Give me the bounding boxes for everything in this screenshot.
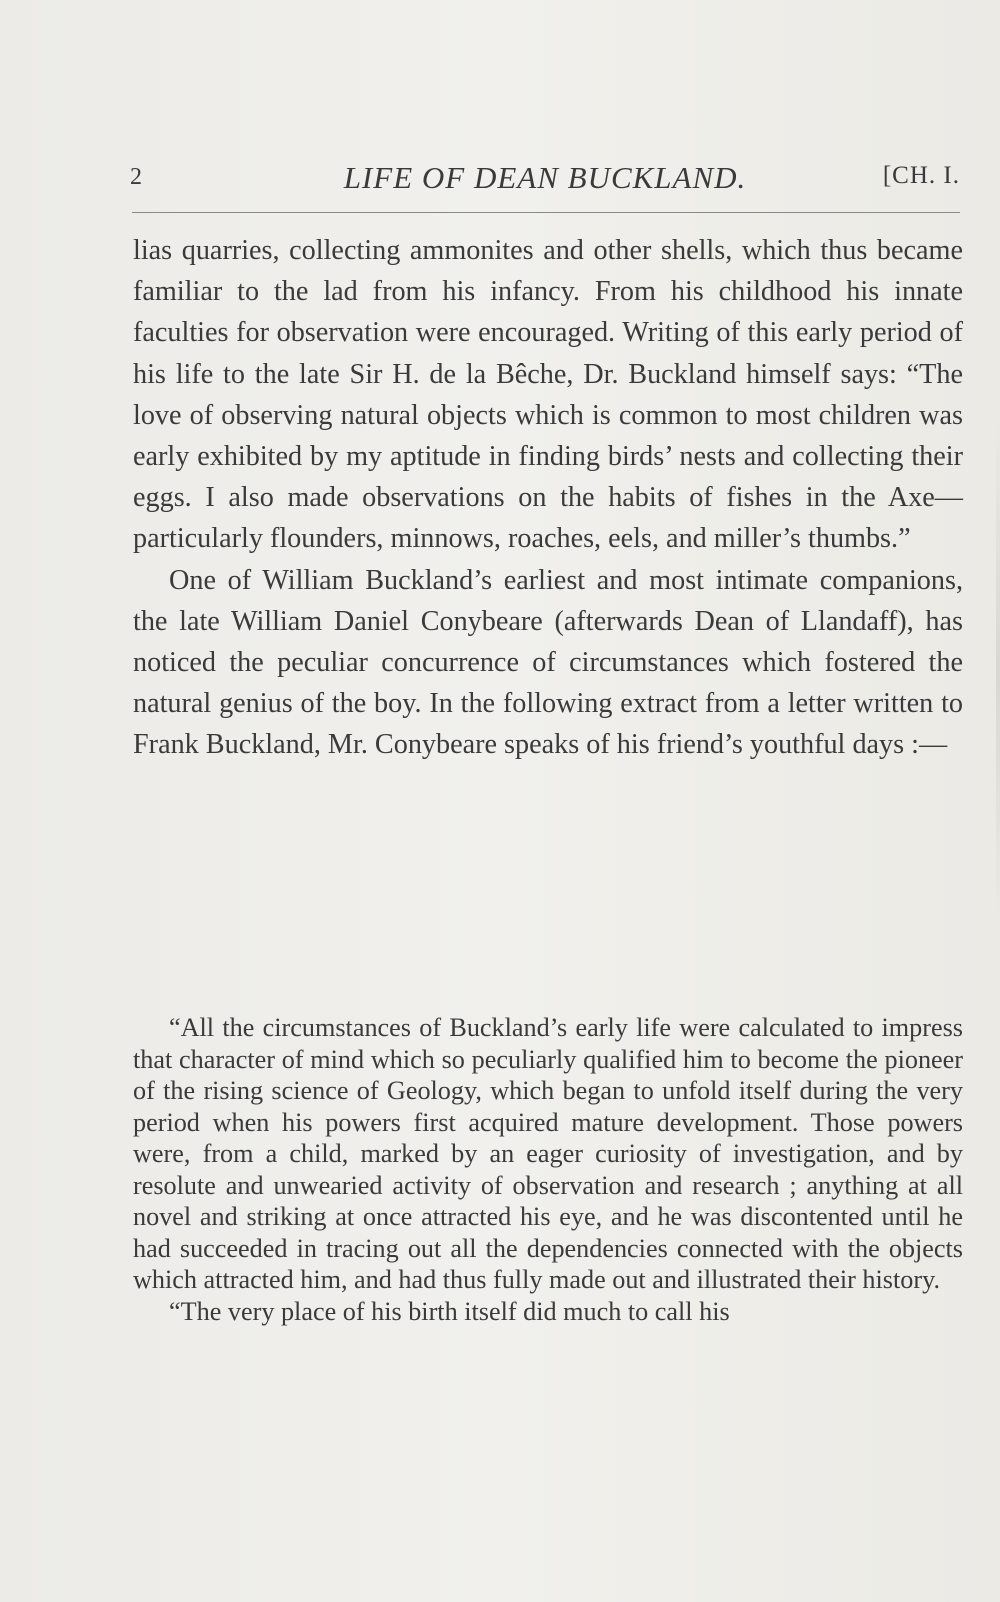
page-edge-shadow — [996, 420, 1000, 920]
quote-paragraph: “All the circumstances of Buckland’s early life were calculated to impress that character of mind which so peculiarly qualified him to become the pioneer of the rising science of Geology, which began to unfold itself during the very period when his powers first acquired mature development. Those powers were, from a child, marked by an eager curiosity of investigation, and by resolute and unwearied activity of observation and research ; anything at all novel and striking at once attracted his eye, and he was discontented until he had succeeded in tracing out all the dependencies connected with the objects which attracted him, and had thus fully made out and illustrated their history. — [133, 1013, 963, 1294]
body-paragraph: lias quarries, collecting ammonites and other shells, which thus became familiar to the lad from his infancy. From his childhood his innate faculties for observation were encouraged. Writing of this early period of his life to the late Sir H. de la Bêche, Dr. Buckland himself says: “The love of observing natural objects which is common to most children was early exhibited by my aptitude in finding birds’ nests and collecting their eggs. I also made observations on the habits of fishes in the Axe—particularly flounders, minnows, roaches, eels, and miller’s thumbs.” — [133, 235, 963, 555]
page-number: 2 — [130, 164, 142, 190]
running-title: LIFE OF DEAN BUCKLAND. — [343, 160, 747, 195]
block-quote — [133, 1012, 963, 1327]
header-rule — [132, 212, 960, 213]
chapter-reference: [CH. I. — [882, 162, 960, 189]
quote-paragraph: “The very place of his birth itself did much to call his — [169, 1296, 730, 1326]
page-header — [130, 160, 960, 204]
body-paragraph: One of William Buckland’s earliest and most intimate companions, the late William Daniel Conybeare (afterwards Dean of Llandaff), has noticed the peculiar concurrence of circumstances which fostered the natural genius of the boy. In the following extract from a letter written to Frank Buckland, Mr. Conybeare speaks of his friend’s youthful days :— — [133, 564, 963, 761]
body-text — [133, 230, 963, 766]
